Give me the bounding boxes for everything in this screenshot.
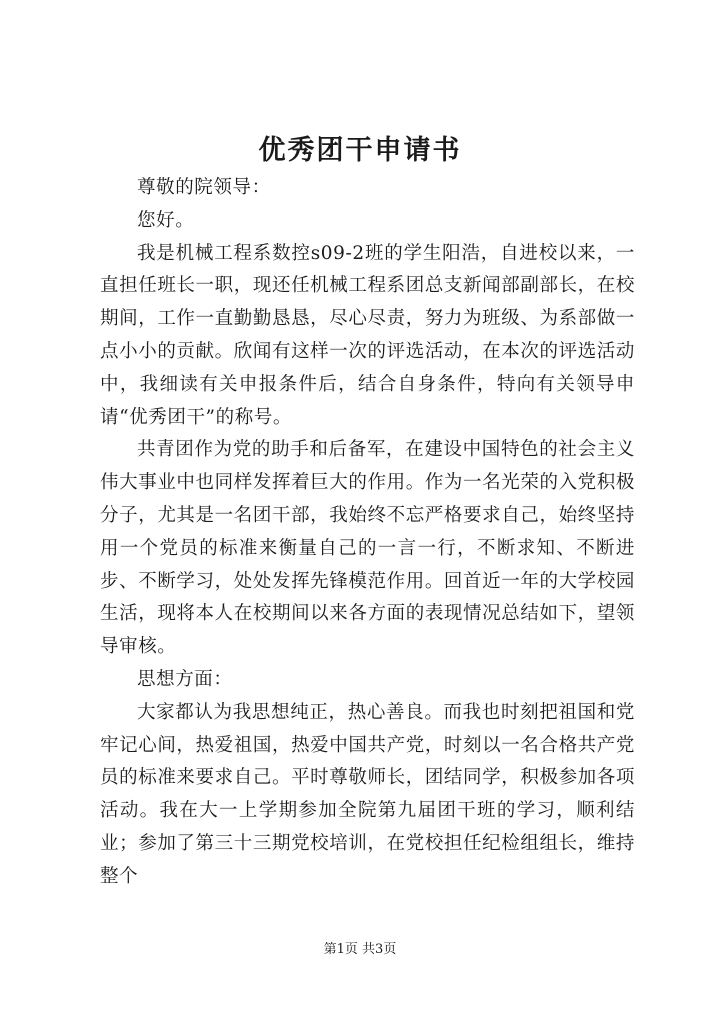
document-title: 优秀团干申请书: [258, 135, 462, 166]
paragraph-introduction: 我是机械工程系数控s09-2班的学生阳浩，自进校以来，一直担任班长一职，现还任机械工程系团总支新闻部副部长，在校期间，工作一直勤勤恳恳，尽心尽责，努力为班级、为系部做一点小小的贡献。欣闻有这样一次的评选活动，在本次的评选活动中，我细读有关申报条件后，结合自身条件，特向有关领导申请“优秀团干”的称号。: [100, 242, 635, 428]
section-heading-ideology: 思想方面：: [137, 668, 233, 690]
document-body: [100, 172, 635, 894]
paragraph-ideology: 大家都认为我思想纯正，热心善良。而我也时刻把祖国和党牢记心间，热爱祖国，热爱中国共产党，时刻以一名合格共产党员的标准来要求自己。平时尊敬师长，团结同学，积极参加各项活动。我在大一上学期参加全院第九届团干班的学习，顺利结业；参加了第三十三期党校培训，在党校担任纪检组组长，维持整个: [100, 701, 635, 887]
salutation: 尊敬的院领导：: [137, 177, 271, 198]
paragraph-league-role: 共青团作为党的助手和后备军，在建设中国特色的社会主义伟大事业中也同样发挥着巨大的作用。作为一名光荣的入党积极分子，尤其是一名团干部，我始终不忘严格要求自己，始终坚持用一个党员的标准来衡量自己的一言一行，不断求知、不断进步、不断学习，处处发挥先锋模范作用。回首近一年的大学校园生活，现将本人在校期间以来各方面的表现情况总结如下，望领导审核。: [100, 439, 635, 658]
page-number-footer: 第1页 共3页: [323, 942, 397, 957]
greeting: 您好。: [137, 209, 195, 231]
